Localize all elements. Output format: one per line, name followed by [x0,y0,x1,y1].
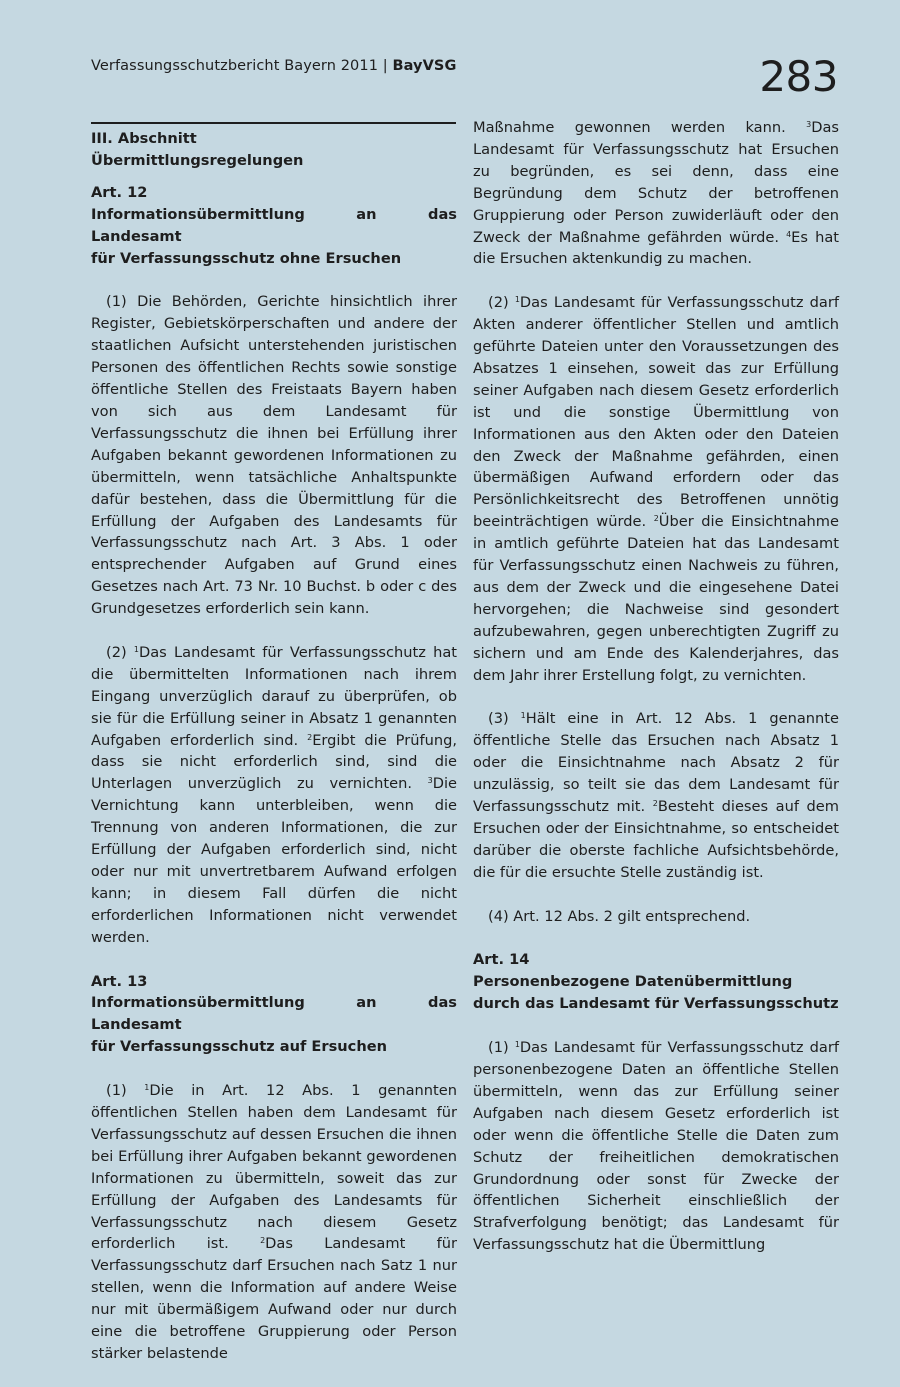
art12-heading [91,182,457,270]
sentence-number: 3 [806,120,812,129]
section-rule [91,122,456,124]
sentence-number: 1 [514,295,520,305]
art14-number: Art. 14 [473,951,530,969]
art13-paragraph-1-continued [473,117,839,270]
sentence-text: Besteht dieses auf dem Ersuchen oder der Einsichtnahme, so entscheidet darüber die oberste fachliche Aufsichtsbehörde, die für die ersuchte Stelle zuständig ist. [473,798,839,881]
header-title-bold: BayVSG [392,58,457,74]
paragraph-prefix: (1) [106,1082,145,1100]
running-header [91,58,456,74]
art12-title-line-1: Informationsübermittlung an das Landesamt [91,205,457,245]
sentence-number: 2 [260,1236,266,1246]
art13-title-line-2: für Verfassungsschutz auf Ersuchen [91,1038,387,1056]
paragraph-prefix: (1) [488,1039,515,1057]
sentence-number: 2 [652,799,658,809]
art12-paragraph-2 [91,642,457,949]
art13-paragraph-3 [473,708,839,883]
sentence-text: Hält eine in Art. 12 Abs. 1 genannte öffentliche Stelle das Ersuchen nach Absatz 1 oder die Einsichtnahme nach Absatz 2 für unzulässig, so teilt sie das dem Landesamt für Verfassungsschutz mit. [473,710,840,816]
art13-title-line-1: Informationsübermittlung an das Landesamt [91,994,457,1034]
sentence-number: 1 [133,644,139,654]
art14-heading [473,949,839,1015]
art13-paragraph-2 [473,292,839,686]
sentence-number: 1 [144,1083,150,1093]
sentence-number: 2 [307,732,313,742]
art14-title-line-1: Personenbezogene Datenübermittlung [473,973,793,991]
header-title-text: Verfassungsschutzbericht Bayern 2011 | [91,58,393,74]
art13-paragraph-4: (4) Art. 12 Abs. 2 gilt entsprechend. [488,907,751,925]
art12-number: Art. 12 [91,183,148,201]
sentence-text: Ergibt die Prüfung, dass sie nicht erforderlich sind, sind die Unterlagen unverzüglich zu vernichten. [91,731,457,793]
art13-paragraph-1 [91,1080,457,1365]
sentence-text: Maßnahme gewonnen werden kann. [473,119,807,136]
sentence-text: Das Landesamt für Verfassungsschutz darf personenbezogene Daten an öffentliche Stellen übermitteln, wenn das zur Erfüllung seiner Aufgaben nach diesem Gesetz erforderlich ist oder wenn die öffentliche Stelle die Daten zum Schutz der freiheitlichen demokratischen Grundordnung oder sonst für Zwecke der öffentlichen Sicherheit einschließlich der Strafverfolgung benötigt; das Landesamt für Verfassungsschutz hat die Übermittlung [473,1039,839,1254]
sentence-number: 1 [520,711,526,721]
sentence-text: Die in Art. 12 Abs. 1 genannten öffentlichen Stellen haben dem Landesamt für Verfassungsschutz auf dessen Ersuchen die ihnen bei Erfüllung ihrer Aufgaben bekannt gewordenen Informationen zu übermitteln, soweit das zur Erfüllung der Aufgaben des Landesamts für Verfassungsschutz nach diesem Gesetz erforderlich ist. [91,1082,458,1253]
art14-paragraph-1 [473,1037,839,1256]
art12-title-line-2: für Verfassungsschutz ohne Ersuchen [91,249,402,267]
left-column [91,128,457,1387]
page-number: 283 [759,52,838,101]
sentence-text: Die Vernichtung kann unterbleiben, wenn die Trennung von anderen Informationen, die zur Erfüllung der Aufgaben erforderlich sind, nicht oder nur mit unvertretbarem Aufwand erfolgen kann; in diesem Fall dürfen die nicht erforderlichen Informationen nicht verwendet werden. [91,775,457,946]
sentence-number: 4 [786,229,792,239]
art14-title-line-2: durch das Landesamt für Verfassungsschutz [473,995,839,1013]
art12-paragraph-1: (1) Die Behörden, Gerichte hinsichtlich ihrer Register, Gebietskörperschaften und andere der staatlichen Aufsicht unterstehenden juristischen Personen des öffentlichen Rechts sowie sonstige öffentliche Stellen des Freistaats Bayern haben von sich aus dem Landesamt für Verfassungsschutz die ihnen bei Erfüllung ihrer Aufgaben bekannt gewordenen Informationen zu übermitteln, wenn tatsächliche Anhaltspunkte dafür bestehen, dass die Übermittlung für die Erfüllung der Aufgaben des Landesamts für Verfassungsschutz nach Art. 3 Abs. 1 oder entsprechender Aufgaben auf Grund eines Gesetzes nach Art. 73 Nr. 10 Buchst. b oder c des Grundgesetzes erforderlich sein kann. [91,293,457,618]
paragraph-prefix: (2) [488,294,515,312]
sentence-text: Das Landesamt für Verfassungsschutz darf Ersuchen nach Satz 1 nur stellen, wenn die Information auf andere Weise nur mit übermäßigem Aufwand oder nur durch eine die betroffene Gruppierung oder Person stärker belastende [91,1235,457,1362]
sentence-number: 1 [514,1040,520,1050]
paragraph-prefix: (2) [106,643,134,661]
art13-heading [91,971,457,1059]
paragraph-prefix: (3) [488,710,521,728]
sentence-number: 3 [427,776,433,786]
section-heading-line-1: III. Abschnitt [91,130,197,147]
sentence-text: Das Landesamt für Verfassungsschutz hat Ersuchen zu begründen, es sei denn, dass eine Begründung dem Schutz der betroffenen Gruppierung oder Person zuwiderläuft oder den Zweck der Maßnahme gefährden würde. [473,119,839,246]
sentence-text: Es hat die Ersuchen aktenkundig zu machen. [473,228,839,268]
art13-number: Art. 13 [91,972,148,990]
section-heading-line-2: Übermittlungsregelungen [91,151,304,169]
sentence-text: Über die Einsichtnahme in amtlich geführte Dateien hat das Landesamt für Verfassungsschutz einen Nachweis zu führen, aus dem der Zweck und die eingesehene Datei hervorgehen; die Nachweise sind gesondert aufzubewahren, gegen unberechtigten Zugriff zu sichern und am Ende des Kalenderjahres, das dem Jahr ihrer Erstellung folgt, zu vernichten. [473,513,839,684]
section-heading [91,128,457,172]
sentence-text: Das Landesamt für Verfassungsschutz darf Akten anderer öffentlicher Stellen und amtlich geführte Dateien unter den Voraussetzungen des Absatzes 1 einsehen, soweit das zur Erfüllung seiner Aufgaben nach diesem Gesetz erforderlich ist und die sonstige Übermittlung von Informationen aus den Akten oder den Dateien den Zweck der Maßnahme gefährden, einen übermäßigen Aufwand erfordern oder das Persönlichkeitsrecht des Betroffenen unnötig beeinträchtigen würde. [473,294,839,531]
sentence-number: 2 [653,514,659,524]
right-column [473,117,839,1278]
sentence-text: Das Landesamt für Verfassungsschutz hat die übermittelten Informationen nach ihrem Eingang unverzüglich darauf zu überprüfen, ob sie für die Erfüllung seiner in Absatz 1 genannten Aufgaben erforderlich sind. [91,643,458,749]
